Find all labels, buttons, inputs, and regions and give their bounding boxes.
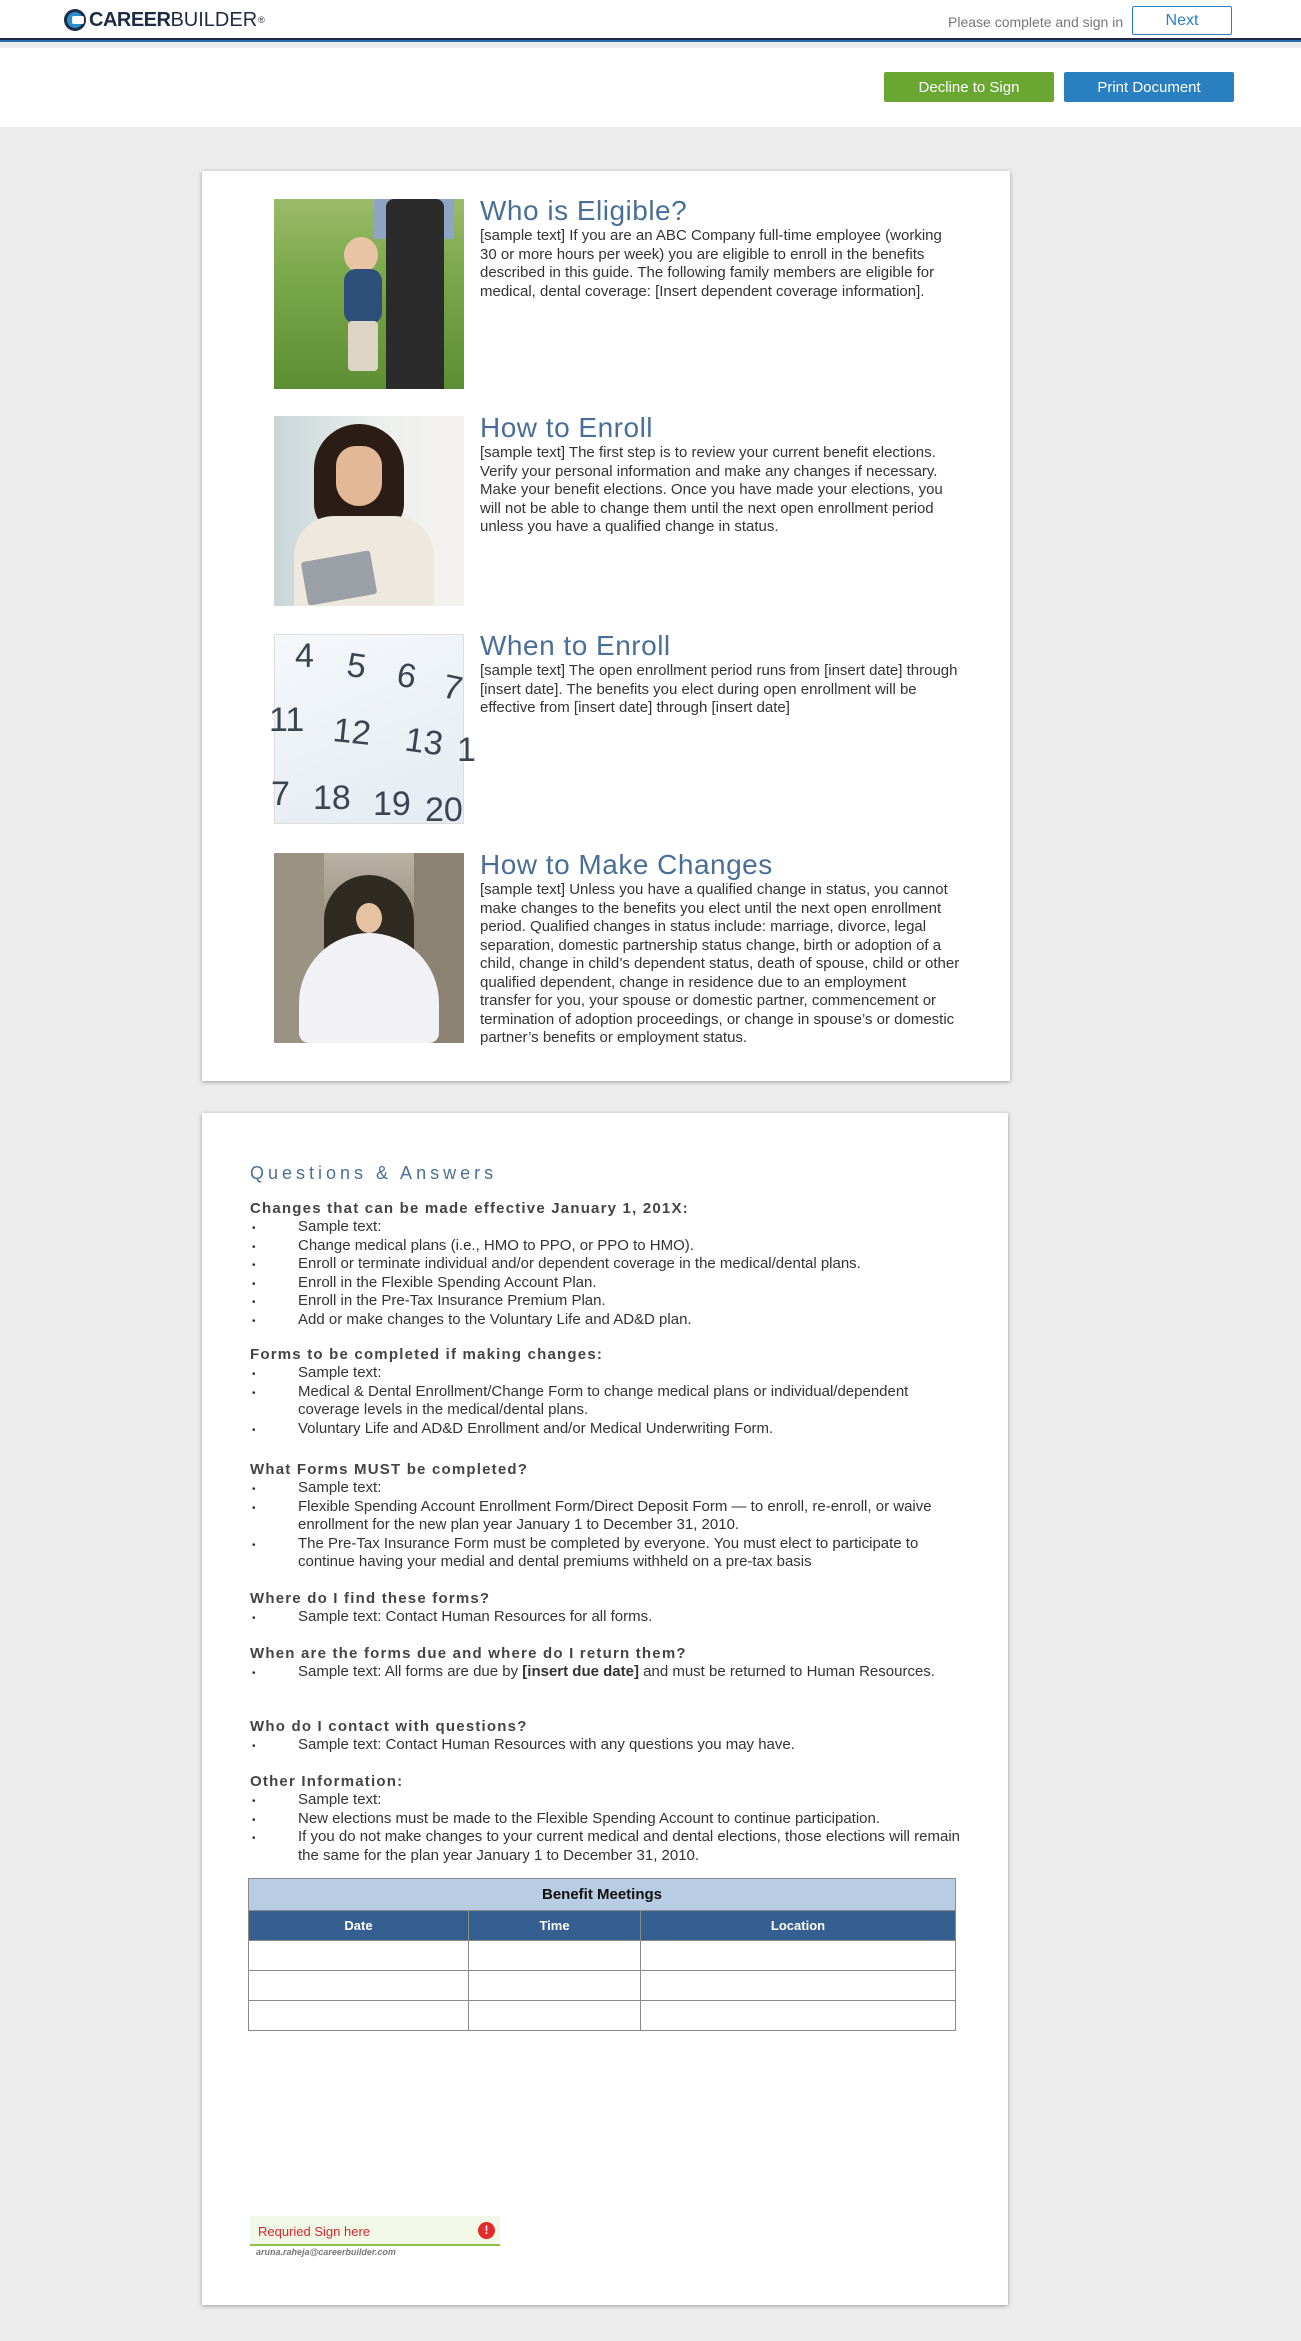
bride-photo [274,853,464,1043]
list-item: • Enroll in the Flexible Spending Account Plan. [250,1274,970,1293]
qa-heading: What Forms MUST be completed? [250,1461,529,1478]
signer-email: aruna.raheja@careerbuilder.com [256,2247,396,2257]
section-text: [sample text] The first step is to review your current benefit elections. Verify your personal information and make any changes if necessary. Make your benefit elections. Once you have made your elections, you will not be able to change them until the next open enrollment period unless you have a qualified change in status. [480,444,943,535]
qa-block-find-forms [250,1590,970,1627]
list-item: • New elections must be made to the Flexible Spending Account to continue participation. [250,1810,970,1829]
top-bar [0,0,1301,42]
list-item: • Enroll or terminate individual and/or dependent coverage in the medical/dental plans. [250,1255,970,1274]
list-item: • Add or make changes to the Voluntary Life and AD&D plan. [250,1311,970,1330]
benefit-meetings-table [248,1878,956,2031]
qa-heading: When are the forms due and where do I return them? [250,1645,687,1662]
section-who-is-eligible [274,195,974,391]
logo-text-light: BUILDER [170,8,258,31]
due-date-placeholder: [insert due date] [522,1663,639,1680]
table-row [249,1941,956,1971]
column-header-time: Time [469,1911,641,1941]
list-item: • Sample text: [250,1218,970,1237]
list-item: • Medical & Dental Enrollment/Change Form to change medical plans or individual/dependent coverage levels in the medical/dental plans. [250,1383,970,1420]
calendar-photo: 4 5 6 7 11 12 13 1 7 18 19 20 [274,634,464,824]
qa-heading: Changes that can be made effective January 1, 201X: [250,1200,689,1217]
section-when-to-enroll [269,630,974,829]
signing-status-text: Please complete and sign in [948,14,1124,30]
qa-block-forms-must-complete [250,1461,970,1572]
list-item: • Sample text: Contact Human Resources for all forms. [250,1608,970,1627]
list-item: • Sample text: All forms are due by [insert due date] and must be returned to Human Resources. [250,1663,970,1682]
list-item: • Sample text: [250,1364,970,1383]
table-title: Benefit Meetings [249,1879,956,1911]
list-item: • Sample text: [250,1791,970,1810]
list-item: • Change medical plans (i.e., HMO to PPO, or PPO to HMO). [250,1237,970,1256]
logo-text-bold: CAREER [89,8,171,31]
print-document-button[interactable]: Print Document [1064,72,1234,102]
table-row [249,1971,956,2001]
section-title: When to Enroll [480,630,671,661]
section-title: How to Enroll [480,412,654,443]
list-item: • Voluntary Life and AD&D Enrollment and/or Medical Underwriting Form. [250,1420,970,1439]
qa-block-forms-due [250,1645,970,1682]
document-page-2 [202,1113,1008,2305]
table-row [249,2001,956,2031]
list-item: • Sample text: [250,1479,970,1498]
section-text: [sample text] Unless you have a qualified change in status, you cannot make changes to the benefits you elect until the next open enrollment period. Qualified changes in status include: marriage, divorce, legal separation, domestic partnership status change, birth or adoption of a child, change in child’s dependent status, death of spouse, child or other qualified dependent, change in residence due to an employment transfer for you, your spouse or domestic partner, commencement or termination of adoption proceedings, or change in spouse’s or domestic partner’s benefits or employment status. [480,881,960,1046]
section-how-to-enroll [274,412,974,608]
qa-heading: Who do I contact with questions? [250,1718,528,1735]
column-header-location: Location [641,1911,956,1941]
column-header-date: Date [249,1911,469,1941]
list-item: • Flexible Spending Account Enrollment Form/Direct Deposit Form — to enroll, re-enroll, or waive enrollment for the new plan year January 1 to December 31, 2010. [250,1498,970,1535]
careerbuilder-logo [64,9,265,31]
qa-block-other-info [250,1773,970,1865]
logo-mark-icon [64,9,86,31]
section-how-to-make-changes [274,849,974,1053]
required-alert-icon: ! [478,2222,495,2239]
action-bar [0,48,1301,127]
qa-heading: Other Information: [250,1773,404,1790]
qa-block-forms-to-complete [250,1346,970,1438]
logo-registered-mark: ® [258,15,265,25]
list-item: • If you do not make changes to your current medical and dental elections, those elections will remain the same for the plan year January 1 to December 31, 2010. [250,1828,970,1865]
next-button[interactable]: Next [1132,6,1232,35]
section-title: How to Make Changes [480,849,773,880]
document-page-1 [202,171,1010,1081]
section-text: [sample text] If you are an ABC Company full-time employee (working 30 or more hours per week) you are eligible to enroll in the benefits described in this guide. The following family members are eligible for medical, dental coverage: [Insert dependent coverage information]. [480,227,942,300]
signature-field-label: Requried Sign here [258,2224,371,2239]
signature-field[interactable] [250,2216,500,2246]
qa-heading: Forms to be completed if making changes: [250,1346,604,1363]
child-walking-photo [274,199,464,389]
list-item: • The Pre-Tax Insurance Form must be completed by everyone. You must elect to participate to continue having your medial and dental premiums withheld on a pre-tax basis [250,1535,970,1572]
woman-with-tablet-photo [274,416,464,606]
qa-block-changes [250,1200,970,1329]
decline-to-sign-button[interactable]: Decline to Sign [884,72,1054,102]
list-item: • Enroll in the Pre-Tax Insurance Premium Plan. [250,1292,970,1311]
section-title: Who is Eligible? [480,195,688,226]
section-text: [sample text] The open enrollment period runs from [insert date] through [insert date]. The benefits you elect during open enrollment will be effective from [insert date] through [insert date] [480,662,958,716]
qa-title: Questions & Answers [250,1163,498,1183]
list-item: • Sample text: Contact Human Resources with any questions you may have. [250,1736,970,1755]
qa-heading: Where do I find these forms? [250,1590,491,1607]
qa-block-contact [250,1718,970,1755]
